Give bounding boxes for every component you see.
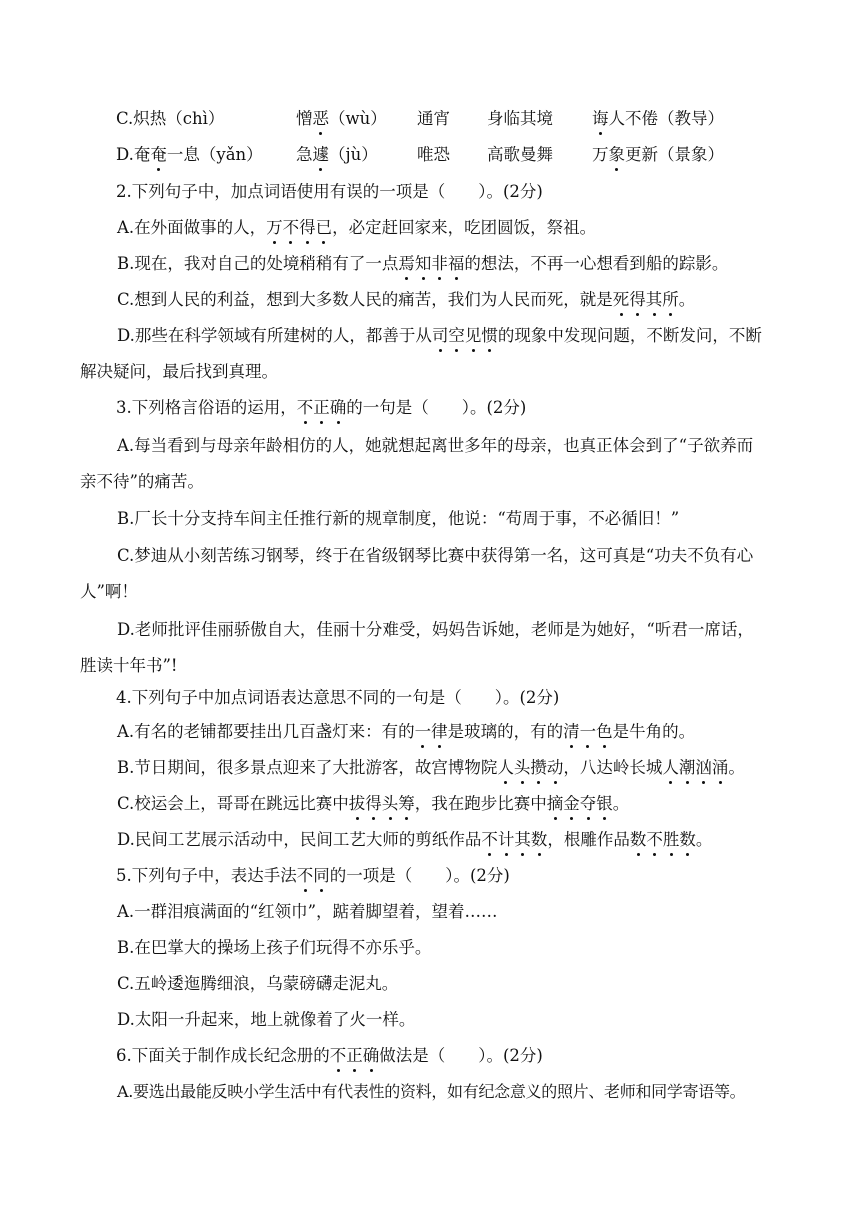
q1-d-word5: 万象更新（景象） (592, 143, 724, 167)
q5-option-c: C.五岭逶迤腾细浪，乌蒙磅礴走泥丸。 (117, 974, 399, 993)
q5-option-d: D.太阳一升起来，地上就像着了火一样。 (117, 1010, 416, 1029)
q1-d-word1: D.奄奄一息（yǎn） (116, 143, 263, 167)
q1-c-word2: 憎恶（wù） (296, 107, 387, 131)
q1-c-word5: 诲人不倦（教导） (592, 107, 724, 131)
q1-c-word3: 通宵 (417, 109, 450, 128)
q1-c-word1: C.炽热（chì） (116, 109, 225, 128)
q3-option-d-cont: 胜读十年书”! (80, 656, 178, 675)
q1-d-word4: 高歌曼舞 (487, 145, 553, 164)
q4-option-a: A.有名的老铺都要挂出几百盏灯来：有的一律是玻璃的，有的清一色是牛角的。 (0, 720, 860, 744)
q3-stem: 3.下列格言俗语的运用，不正确的一句是（ ）。(2分) (0, 396, 860, 420)
q4-option-b: B.节日期间，很多景点迎来了大批游客，故宫博物院人头攒动，八达岭长城人潮汹涌。 (0, 756, 860, 780)
q5-stem: 5.下列句子中，表达手法不同的一项是（ ）。(2分) (0, 864, 860, 888)
q2-option-c: C.想到人民的利益，想到大多数人民的痛苦，我们为人民而死，就是死得其所。 (0, 288, 860, 312)
q4-option-d: D.民间工艺展示活动中，民间工艺大师的剪纸作品不计其数，根雕作品数不胜数。 (0, 828, 860, 852)
q6-stem: 6.下面关于制作成长纪念册的不正确做法是（ ）。(2分) (0, 1044, 860, 1068)
q6-option-a: A.要选出最能反映小学生活中有代表性的资料，如有纪念意义的照片、老师和同学寄语等。 (117, 1082, 746, 1101)
q2-option-d-cont: 解决疑问，最后找到真理。 (80, 362, 278, 381)
q1-d-word2: 急遽（jù） (296, 143, 378, 167)
q3-option-b: B.厂长十分支持车间主任推行新的规章制度，他说：“苟周于事，不必循旧！” (117, 509, 680, 528)
q4-stem: 4.下列句子中加点词语表达意思不同的一句是（ ）。(2分) (116, 688, 560, 707)
q3-option-d: D.老师批评佳丽骄傲自大，佳丽十分难受，妈妈告诉她，老师是为她好，“听君一席话， (117, 620, 754, 639)
q2-option-a: A.在外面做事的人，万不得已，必定赶回家来，吃团圆饭，祭祖。 (0, 216, 860, 240)
q1-c-word4: 身临其境 (487, 109, 553, 128)
q2-option-b: B.现在，我对自己的处境稍稍有了一点焉知非福的想法，不再一心想看到船的踪影。 (0, 252, 860, 276)
q2-option-d: D.那些在科学领域有所建树的人，都善于从司空见惯的现象中发现问题，不断发问，不断 (0, 324, 860, 348)
q5-option-b: B.在巴掌大的操场上孩子们玩得不亦乐乎。 (117, 938, 432, 957)
q3-option-a: A.每当看到与母亲年龄相仿的人，她就想起离世多年的母亲，也真正体会到了“子欲养而 (117, 436, 754, 455)
q3-option-c-cont: 人”啊！ (80, 582, 138, 601)
q3-option-c: C.梦迪从小刻苦练习钢琴，终于在省级钢琴比赛中获得第一名，这可真是“功夫不负有心 (117, 546, 754, 565)
q3-option-a-cont: 亲不待”的痛苦。 (80, 472, 204, 491)
q5-option-a: A.一群泪痕满面的“红领巾”，踮着脚望着，望着…… (117, 902, 498, 921)
q2-stem: 2.下列句子中，加点词语使用有误的一项是（ ）。(2分) (116, 182, 543, 201)
q4-option-c: C.校运会上，哥哥在跳远比赛中拔得头筹，我在跑步比赛中摘金夺银。 (0, 792, 860, 816)
q1-d-word3: 唯恐 (417, 145, 450, 164)
